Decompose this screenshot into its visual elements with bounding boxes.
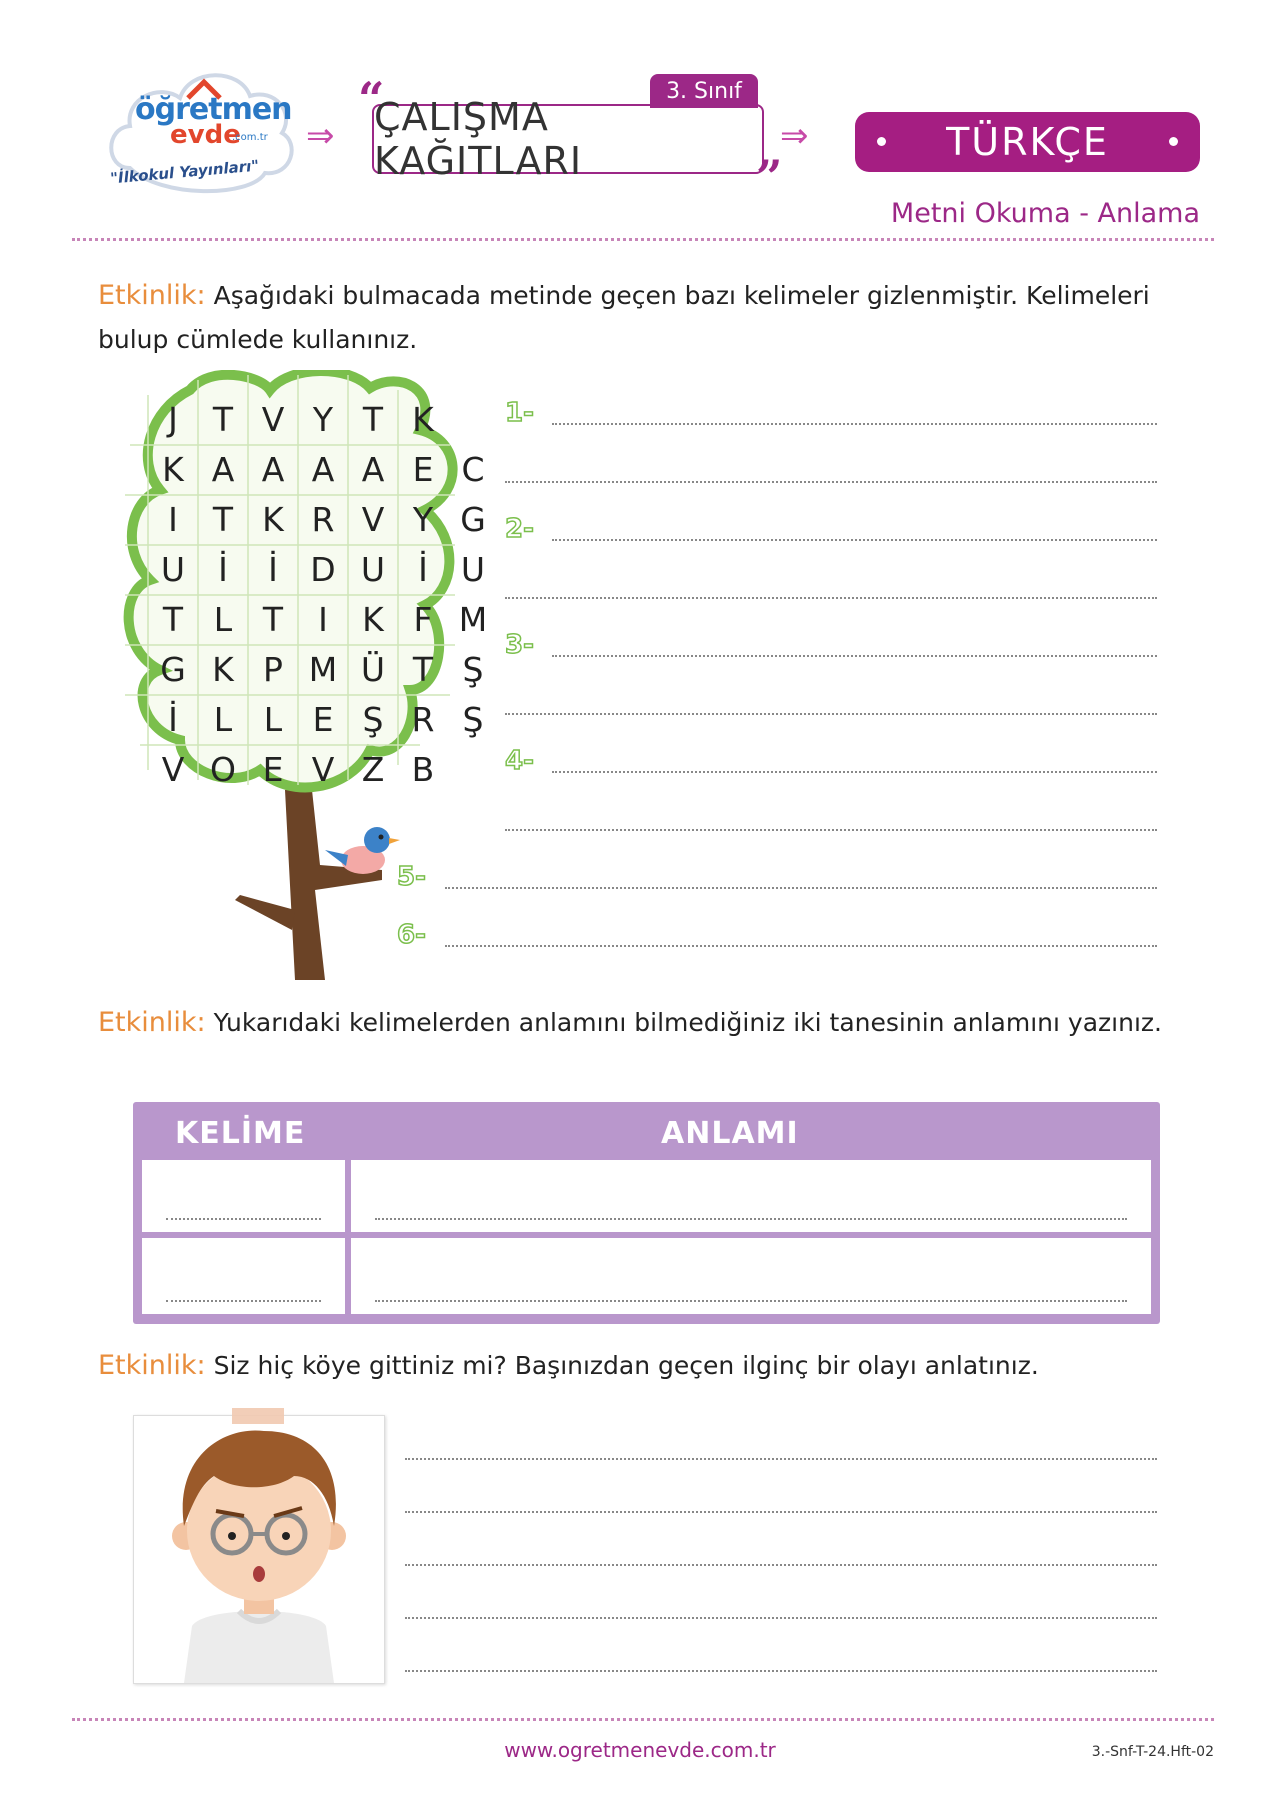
answer-line[interactable] [552,539,1157,541]
grid-letter: L [213,700,233,739]
logo-text: öğretmen [135,92,292,127]
logo-domain: .com.tr [232,132,268,143]
answer-line[interactable] [505,597,1157,599]
activity-text: Aşağıdaki bulmacada metinde geçen bazı kelimeler gizlenmiştir. Kelimeleri bulup cümlede kullanınız. [98,281,1150,354]
grid-letter: T [212,500,234,539]
story-line[interactable] [405,1458,1157,1460]
bullet-icon [1169,137,1178,146]
grid-letter: R [411,700,435,739]
close-quote-icon: ” [756,150,783,204]
grid-letter: I [168,500,178,539]
table-header-meaning: ANLAMI [661,1116,799,1151]
answer-line[interactable] [445,945,1157,947]
header-divider [72,238,1214,241]
answer-number: 6- [397,920,426,950]
answer-line[interactable] [505,481,1157,483]
grid-letter: A [311,450,335,489]
grid-letter: E [312,700,334,739]
grid-letter: E [412,450,434,489]
subject-badge [855,112,1200,172]
answer-line[interactable] [552,655,1157,657]
grid-letter: T [162,600,184,639]
open-quote-icon: “ [358,72,385,126]
boy-illustration-card [133,1415,385,1684]
answer-number: 3- [505,630,534,660]
grid-letter: L [213,600,233,639]
grid-letter: İ [268,550,278,589]
grid-letter: İ [168,700,178,739]
topic-label: Metni Okuma - Anlama [890,198,1200,229]
activity-2 [98,1001,1168,1045]
activity-label: Etkinlik: [98,1007,206,1038]
grid-letter: L [263,700,283,739]
grid-letter: Ş [462,650,484,689]
activity-1 [98,274,1188,362]
grid-letter: O [210,750,236,789]
grid-letter [448,395,498,445]
grid-letter: G [460,500,486,539]
grade-tab: 3. Sınıf [650,74,758,108]
grid-letter: D [310,550,336,589]
grid-letter: C [461,450,485,489]
grid-letter: T [362,400,384,439]
grid-letter: B [411,750,435,789]
grid-letter: E [262,750,284,789]
answer-number: 1- [505,398,534,428]
grid-letter: I [318,600,328,639]
grid-letter: R [311,500,335,539]
grid-letter: T [212,400,234,439]
grid-letter: U [160,550,186,589]
bullet-icon [877,137,886,146]
footer-url[interactable]: www.ogretmenevde.com.tr [504,1738,776,1762]
grid-letter: F [413,600,433,639]
grid-letter: J [168,400,178,439]
logo-tagline: "İlkokul Yayınları" [109,156,260,188]
grid-letter: P [263,650,283,689]
table-header-word: KELİME [175,1116,306,1151]
footer-divider [72,1718,1214,1721]
grid-letter: K [412,400,434,439]
activity-3 [98,1344,1188,1388]
table-cell-meaning[interactable] [351,1238,1151,1314]
word-meaning-table [133,1102,1160,1324]
answer-line[interactable] [552,423,1157,425]
grid-letter: Ü [360,650,386,689]
grid-letter: A [211,450,235,489]
grid-letter: M [308,650,338,689]
activity-label: Etkinlik: [98,280,206,311]
answer-number: 4- [505,746,534,776]
thinking-boy-icon [134,1416,384,1683]
activity-label: Etkinlik: [98,1350,206,1381]
grid-letter: İ [418,550,428,589]
grid-letter: K [162,450,184,489]
table-cell-word[interactable] [142,1238,345,1314]
grid-letter: İ [218,550,228,589]
story-line[interactable] [405,1564,1157,1566]
grid-letter: V [161,750,185,789]
story-line[interactable] [405,1670,1157,1672]
footer-code: 3.-Snf-T-24.Hft-02 [1091,1744,1214,1760]
grid-letter [448,745,498,795]
grid-letter: Ş [462,700,484,739]
grid-letter: U [360,550,386,589]
story-line[interactable] [405,1617,1157,1619]
grid-letter: K [362,600,384,639]
table-cell-meaning[interactable] [351,1160,1151,1232]
activity-text: Siz hiç köye gittiniz mi? Başınızdan geçen ilginç bir olayı anlatınız. [213,1351,1039,1380]
grid-letter: V [261,400,285,439]
answer-line[interactable] [445,887,1157,889]
page-title: ÇALIŞMA KAĞITLARI [374,95,583,183]
grid-letter: U [460,550,486,589]
grid-letter: K [212,650,234,689]
subject-label: TÜRKÇE [946,120,1109,164]
grid-letter: A [361,450,385,489]
answer-line[interactable] [552,771,1157,773]
grid-letter: V [361,500,385,539]
grid-letter: Z [361,750,385,789]
arrow-right-icon: ⇒ [780,116,809,156]
answer-number: 5- [397,862,426,892]
answer-number: 2- [505,514,534,544]
story-line[interactable] [405,1511,1157,1513]
table-cell-word[interactable] [142,1160,345,1232]
grid-letter: Y [312,400,334,439]
grid-letter: Ş [362,700,384,739]
arrow-right-icon: ⇒ [306,116,335,156]
grid-letter: K [262,500,284,539]
logo-text-accent: evde [170,120,241,150]
grid-letter: T [412,650,434,689]
grid-letter: A [261,450,285,489]
answer-line[interactable] [505,829,1157,831]
grid-letter: Y [412,500,434,539]
title-box [372,95,764,183]
grid-letter: V [311,750,335,789]
grid-letter: G [160,650,186,689]
tape-icon [232,1408,284,1424]
answer-line[interactable] [505,713,1157,715]
grid-letter: T [262,600,284,639]
activity-text: Yukarıdaki kelimelerden anlamını bilmediğiniz iki tanesinin anlamını yazınız. [213,1008,1162,1037]
grid-letter: M [458,600,488,639]
